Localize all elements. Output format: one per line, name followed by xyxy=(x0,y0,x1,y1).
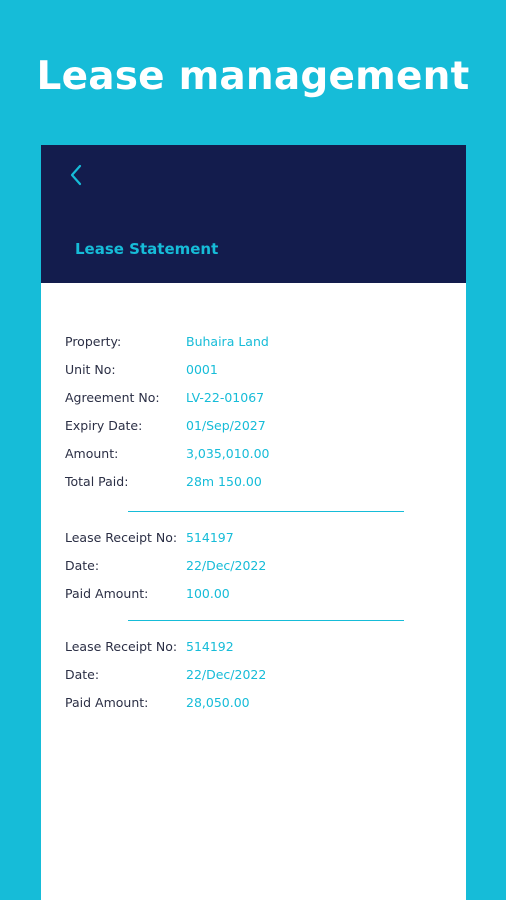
detail-row-total-paid xyxy=(65,471,262,491)
section-divider xyxy=(128,511,404,512)
receipt-label: Date: xyxy=(65,666,100,682)
detail-row-amount xyxy=(65,443,270,463)
receipt-value: 28,050.00 xyxy=(186,694,250,710)
detail-value: Buhaira Land xyxy=(186,333,269,349)
detail-row-expiry-date xyxy=(65,415,266,435)
detail-label: Unit No: xyxy=(65,361,116,377)
detail-label: Amount: xyxy=(65,445,119,461)
detail-label: Property: xyxy=(65,333,122,349)
receipt-row-date xyxy=(65,664,266,684)
receipt-value: 514192 xyxy=(186,638,234,654)
receipt-label: Lease Receipt No: xyxy=(65,638,178,654)
receipt-label: Lease Receipt No: xyxy=(65,529,178,545)
receipt-label: Date: xyxy=(65,557,100,573)
detail-row-agreement-no xyxy=(65,387,264,407)
detail-row-unit-no xyxy=(65,359,218,379)
back-button[interactable] xyxy=(66,161,88,189)
receipt-value: 100.00 xyxy=(186,585,230,601)
receipt-row-amount xyxy=(65,583,230,603)
detail-value: 01/Sep/2027 xyxy=(186,417,266,433)
chevron-left-icon xyxy=(66,161,88,189)
receipt-label: Paid Amount: xyxy=(65,585,149,601)
detail-value: 28m 150.00 xyxy=(186,473,262,489)
receipt-value: 22/Dec/2022 xyxy=(186,557,267,573)
detail-label: Expiry Date: xyxy=(65,417,143,433)
promo-title: Lease management xyxy=(36,54,470,99)
screen-title: Lease Statement xyxy=(75,240,219,258)
detail-value: 3,035,010.00 xyxy=(186,445,270,461)
section-divider xyxy=(128,620,404,621)
receipt-value: 22/Dec/2022 xyxy=(186,666,267,682)
detail-row-property xyxy=(65,331,269,351)
detail-value: LV-22-01067 xyxy=(186,389,265,405)
detail-label: Total Paid: xyxy=(65,473,129,489)
receipt-row-number xyxy=(65,527,234,547)
receipt-row-date xyxy=(65,555,266,575)
receipt-value: 514197 xyxy=(186,529,234,545)
detail-value: 0001 xyxy=(186,361,218,377)
phone-screen xyxy=(41,145,466,900)
receipt-label: Paid Amount: xyxy=(65,694,149,710)
receipt-row-number xyxy=(65,636,234,656)
receipt-row-amount xyxy=(65,692,250,712)
detail-label: Agreement No: xyxy=(65,389,160,405)
app-header xyxy=(41,145,466,283)
